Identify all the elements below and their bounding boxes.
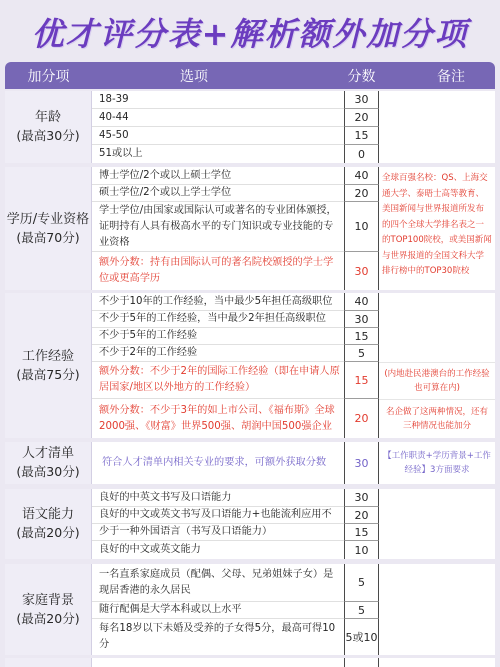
- header-category: 加分项: [27, 68, 70, 85]
- score-cell: 5: [344, 564, 379, 602]
- category-name: 人才清单: [21, 446, 74, 461]
- category-max-score: (最高20分): [16, 525, 80, 540]
- option-cell: 不少于5年的工作经验: [92, 328, 344, 345]
- category-name: 家庭背景: [21, 592, 74, 608]
- score-cell: 15: [344, 127, 379, 145]
- option-cell: 51或以上: [99, 148, 143, 159]
- option-cell: 40-44: [92, 109, 344, 127]
- category-max-score: (最高20分): [16, 610, 80, 626]
- category-label: [5, 167, 92, 290]
- option-cell: 45-50: [92, 127, 344, 145]
- next-group-partial: [5, 658, 495, 667]
- category-name: 工作经验: [21, 348, 74, 364]
- extra-option-cell: 额外分数：不少于3年的如上市公司、《福布斯》全球2000强、《财富》世界500强、胡润中国500强企业: [99, 404, 335, 432]
- option-cell: 硕士学位/2个或以上学士学位: [92, 185, 344, 202]
- score-cell: 20: [344, 185, 379, 202]
- score-cell: 40: [344, 167, 379, 185]
- category-label: [5, 293, 92, 438]
- header-remark: 备注: [437, 68, 465, 85]
- table-header: [5, 62, 495, 89]
- option-cell: 不少于5年的工作经验，当中最少2年担任高级职位: [92, 311, 344, 328]
- group-education: [5, 167, 495, 290]
- category-max-score: (最高30分): [16, 128, 80, 143]
- group-family: [5, 564, 495, 655]
- option-cell: 每名18岁以下未婚及受养的子女得5分，最高可得10分: [99, 623, 336, 650]
- option-cell: 随行配偶是大学本科或以上水平: [92, 602, 344, 619]
- option-cell: 良好的中文或英文书写及口语能力+也能流利应用不: [92, 507, 344, 524]
- score-cell: 5: [344, 345, 379, 362]
- score-cell: 15: [344, 524, 379, 541]
- group-talent-list: [5, 442, 495, 484]
- category-label: [5, 658, 92, 667]
- option-cell: 良好的中文或英文能力: [99, 544, 201, 555]
- category-label: [5, 91, 92, 163]
- category-max-score: (最高30分): [16, 464, 80, 479]
- remark-cell: 全球百强名校：QS、上海交通大学、泰晤士高等教育、美国新闻与世界报道所发布的四个全球大学排名表之一的TOP100院校，或美国新闻与世界报道的全国文科大学排行榜中的TOP30院校: [382, 173, 492, 276]
- category-max-score: (最高75分): [16, 366, 80, 382]
- category-name: 学历/专业资格: [6, 211, 90, 227]
- option-cell: 符合人才清单内相关专业的要求，可额外获取分数: [102, 457, 327, 468]
- score-cell: 10: [344, 202, 379, 252]
- score-cell: 30: [344, 311, 379, 328]
- category-name: 年龄: [34, 110, 61, 125]
- group-age: [5, 91, 495, 163]
- score-cell: 30: [344, 442, 379, 484]
- score-cell: 10: [344, 541, 379, 559]
- group-work-experience: [5, 293, 495, 438]
- score-cell: 20: [344, 507, 379, 524]
- score-cell: 0: [344, 145, 379, 163]
- option-cell: 18-39: [92, 91, 344, 109]
- score-cell: 30: [344, 91, 379, 109]
- option-cell: 良好的中英文书写及口语能力: [92, 489, 344, 507]
- option-cell: 一名直系家庭成员（配偶、父母、兄弟姐妹子女）是现居香港的永久居民: [92, 564, 344, 602]
- category-label: [5, 489, 92, 559]
- option-cell: 不少于2年的工作经验: [92, 345, 344, 362]
- option-cell: 少于一种外国语言（书写及口语能力）: [92, 524, 344, 541]
- option-cell: 不少于10年的工作经验，当中最少5年担任高级职位: [92, 293, 344, 311]
- score-cell: [344, 658, 379, 667]
- remark-cell: (内地赴民港澳台的工作经验也可算在内): [379, 362, 495, 399]
- score-cell: 20: [344, 109, 379, 127]
- score-cell: 40: [344, 293, 379, 311]
- extra-score-cell: 15: [344, 362, 379, 399]
- score-cell: 30: [344, 489, 379, 507]
- score-cell: 5: [344, 602, 379, 619]
- score-cell: 15: [344, 328, 379, 345]
- category-max-score: (最高70分): [16, 229, 80, 245]
- page-title: 优才评分表+解析额外加分项: [31, 15, 469, 53]
- option-cell: 学士学位/由国家或国际认可或著名的专业团体颁授，证明持有人具有极高水平的专门知识或专业技能的专业资格: [92, 202, 344, 252]
- extra-score-cell: 30: [344, 252, 379, 290]
- category-label: [5, 564, 92, 655]
- category-label: [5, 442, 92, 484]
- extra-option-cell: 额外分数：持有由国际认可的著名院校颁授的学士学位或更高学历: [99, 257, 334, 284]
- header-option: 选项: [180, 68, 208, 85]
- option-cell: 博士学位/2个或以上硕士学位: [92, 167, 344, 185]
- extra-option-cell: 额外分数：不少于2年的国际工作经验（即在申请人原居国家/地区以外地方的工作经验）: [92, 362, 344, 399]
- score-cell: 5或10: [344, 619, 379, 655]
- extra-score-cell: 20: [344, 399, 379, 438]
- remark-cell: 【工作职责+学历背景+工作经验】3方面要求: [383, 451, 491, 475]
- option-cell: [92, 658, 344, 667]
- group-language: [5, 489, 495, 559]
- category-name: 语文能力: [21, 507, 74, 522]
- remark-cell: 名企做了这两种情况，还有三种情况也能加分: [379, 399, 495, 438]
- header-score: 分数: [347, 68, 376, 85]
